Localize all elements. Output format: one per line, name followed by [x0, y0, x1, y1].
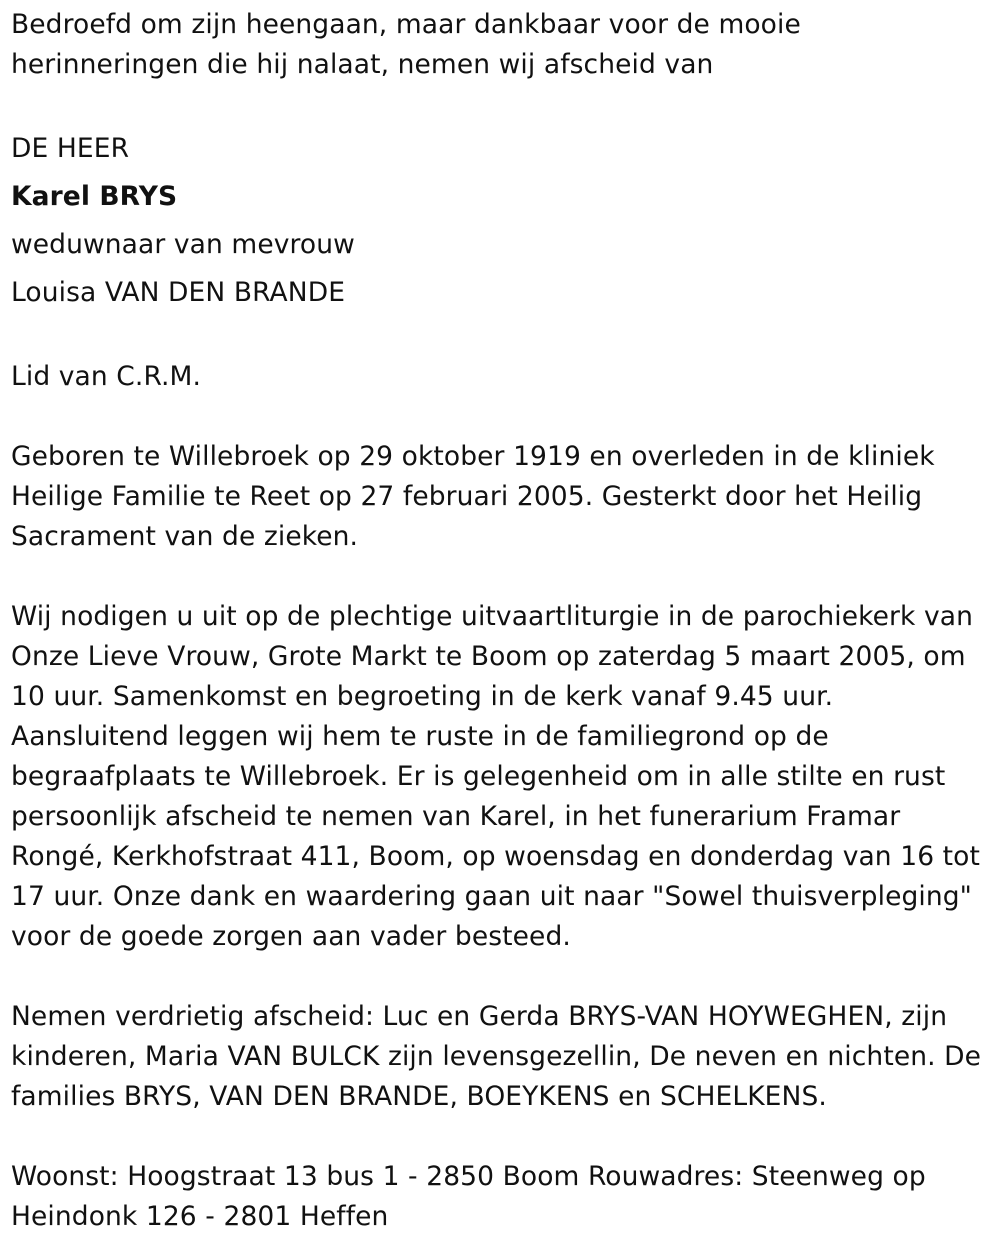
- funeral-line-4: Aansluitend leggen wij hem te ruste in de familiegrond op de: [11, 721, 829, 752]
- mourners-line-3: families BRYS, VAN DEN BRANDE, BOEYKENS en SCHELKENS.: [11, 1081, 827, 1112]
- spacer: [11, 397, 991, 437]
- funeral-line-2: Onze Lieve Vrouw, Grote Markt te Boom op zaterdag 5 maart 2005, om: [11, 641, 966, 672]
- obituary-notice: [11, 5, 991, 1237]
- intro-paragraph: [11, 5, 991, 85]
- spacer: [11, 317, 991, 357]
- deceased-block: [11, 125, 991, 317]
- mourners-paragraph: [11, 997, 991, 1117]
- spacer: [11, 85, 991, 125]
- deceased-spouse: Louisa VAN DEN BRANDE: [11, 277, 346, 308]
- birth-death-paragraph: [11, 437, 991, 557]
- membership-paragraph: [11, 357, 991, 397]
- funeral-line-3: 10 uur. Samenkomst en begroeting in de kerk vanaf 9.45 uur.: [11, 681, 834, 712]
- address-paragraph: [11, 1157, 991, 1237]
- deceased-relation: weduwnaar van mevrouw: [11, 229, 355, 260]
- deceased-name: Karel BRYS: [11, 181, 178, 212]
- intro-line-2: herinneringen die hij nalaat, nemen wij afscheid van: [11, 49, 714, 80]
- funeral-paragraph: [11, 597, 991, 957]
- funeral-line-1: Wij nodigen u uit op de plechtige uitvaartliturgie in de parochiekerk van: [11, 601, 974, 632]
- birth-death-line-3: Sacrament van de zieken.: [11, 521, 359, 552]
- birth-death-line-2: Heilige Familie te Reet op 27 februari 2005. Gesterkt door het Heilig: [11, 481, 923, 512]
- funeral-line-6: persoonlijk afscheid te nemen van Karel, in het funerarium Framar: [11, 801, 901, 832]
- address-line-2: Heindonk 126 - 2801 Heffen: [11, 1201, 389, 1232]
- birth-death-line-1: Geboren te Willebroek op 29 oktober 1919 en overleden in de kliniek: [11, 441, 935, 472]
- membership-line: Lid van C.R.M.: [11, 361, 202, 392]
- spacer: [11, 557, 991, 597]
- spacer: [11, 1117, 991, 1157]
- spacer: [11, 957, 991, 997]
- funeral-line-7: Rongé, Kerkhofstraat 411, Boom, op woensdag en donderdag van 16 tot: [11, 841, 980, 872]
- funeral-line-5: begraafplaats te Willebroek. Er is gelegenheid om in alle stilte en rust: [11, 761, 946, 792]
- mourners-line-1: Nemen verdrietig afscheid: Luc en Gerda BRYS-VAN HOYWEGHEN, zijn: [11, 1001, 948, 1032]
- funeral-line-8: 17 uur. Onze dank en waardering gaan uit naar "Sowel thuisverpleging": [11, 881, 972, 912]
- address-line-1: Woonst: Hoogstraat 13 bus 1 - 2850 Boom Rouwadres: Steenweg op: [11, 1161, 926, 1192]
- deceased-title: DE HEER: [11, 133, 130, 164]
- mourners-line-2: kinderen, Maria VAN BULCK zijn levensgezellin, De neven en nichten. De: [11, 1041, 982, 1072]
- intro-line-1: Bedroefd om zijn heengaan, maar dankbaar voor de mooie: [11, 9, 801, 40]
- funeral-line-9: voor de goede zorgen aan vader besteed.: [11, 921, 571, 952]
